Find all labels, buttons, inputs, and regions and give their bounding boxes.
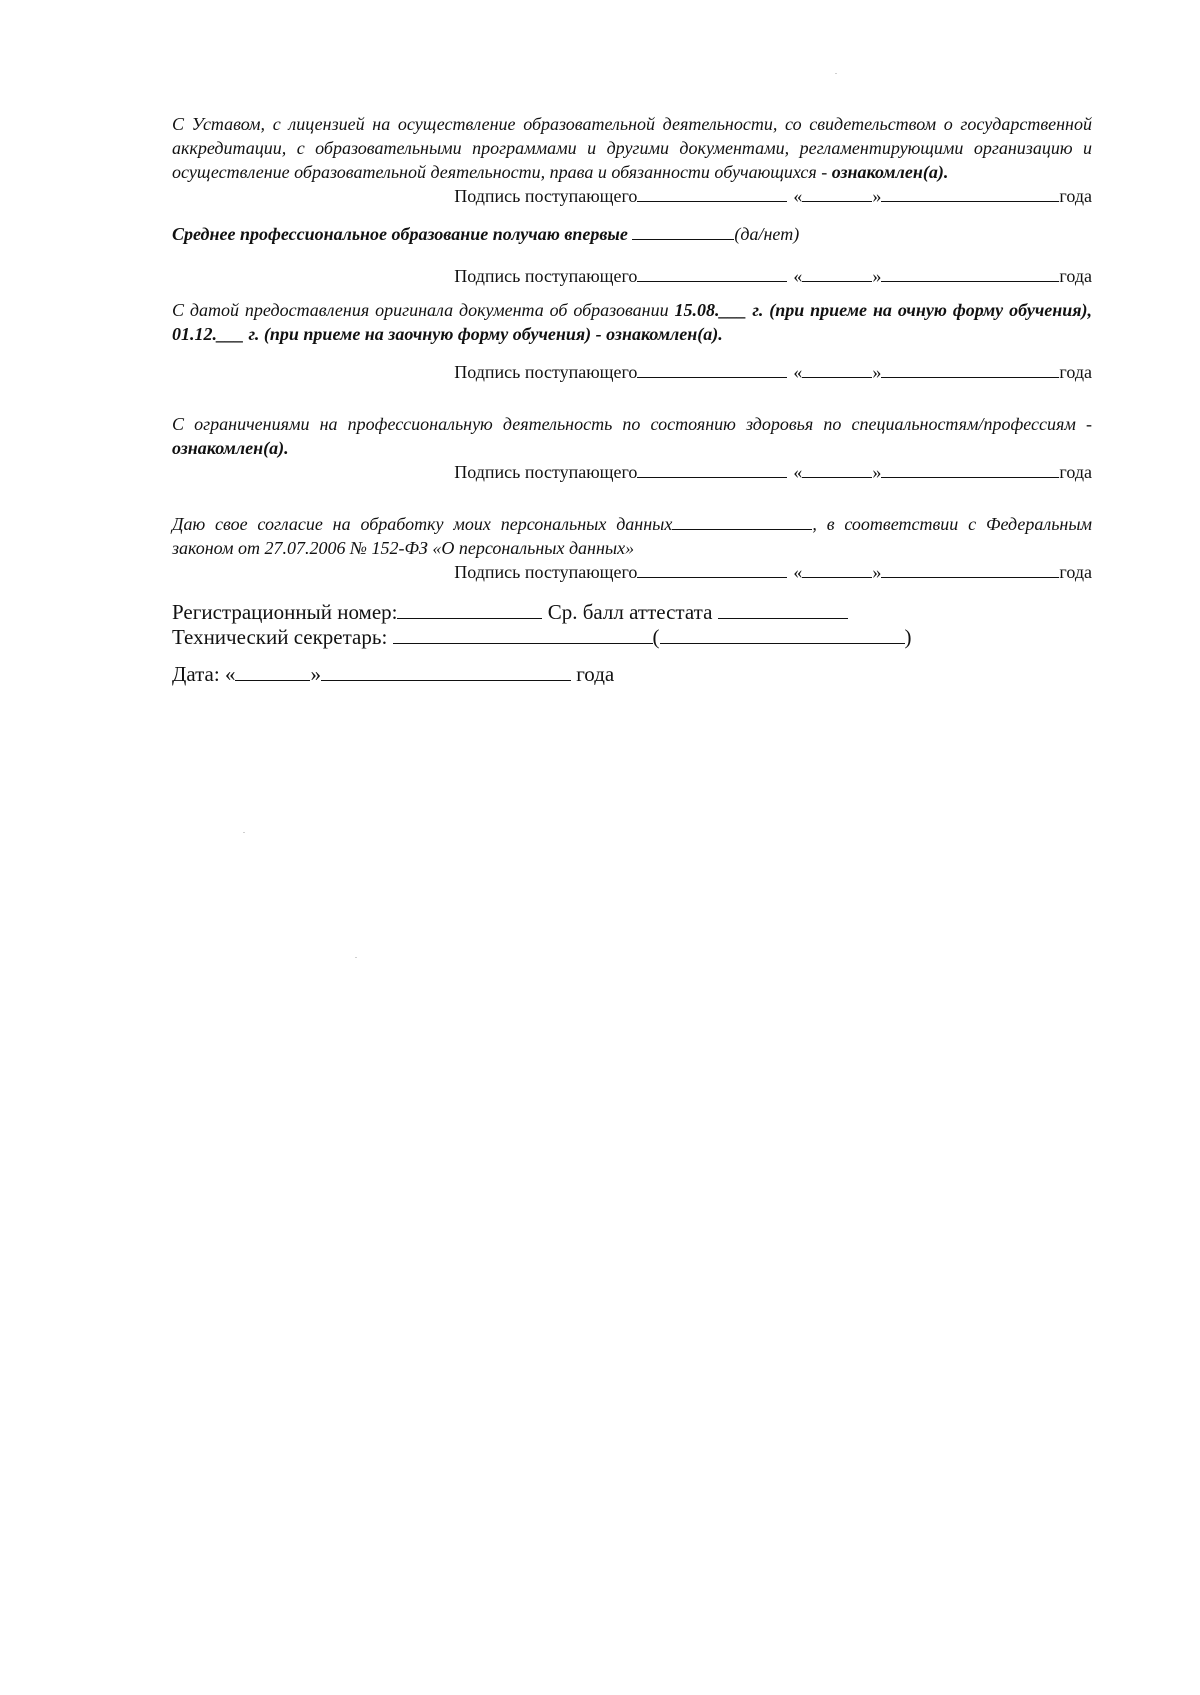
signature-label: Подпись поступающего [454,462,638,482]
restrictions-acknowledged: ознакомлен(а). [172,438,289,458]
close-quote: » [872,562,882,582]
health-restrictions-statement [172,412,1092,460]
application-form-page [172,112,1092,687]
open-paren: ( [652,625,660,649]
close-quote: » [872,362,882,382]
year-word: года [1059,562,1092,582]
open-quote: « [793,462,803,482]
year-word: года [1059,362,1092,382]
consent-text-end: , в соответствии с Федеральным законом от 27.07.2006 № 152-ФЗ «О персональных данных» [172,514,1092,558]
first-education-statement [172,222,1092,246]
open-quote: « [793,362,803,382]
scan-speck [835,73,837,74]
tech-secretary-row [172,625,1092,650]
year-word: года [1059,266,1092,286]
restrictions-text: С ограничениями на профессиональную деятельность по состоянию здоровья по специальностям/профессиям - [172,414,1092,434]
first-education-hint: (да/нет) [734,224,800,244]
reg-number-label: Регистрационный номер: [172,600,398,624]
close-quote: » [872,186,882,206]
tech-secretary-label: Технический секретарь: [172,625,388,649]
date-label: Дата: « [172,662,236,686]
signature-field[interactable] [637,187,787,202]
close-quote: » [872,266,882,286]
date-year-word: года [576,662,615,686]
first-education-text: Среднее профессиональное образование получаю впервые [172,224,628,244]
open-quote: « [793,266,803,286]
date-month-field[interactable] [321,663,571,681]
month-field[interactable] [881,563,1059,578]
charter-acknowledged: ознакомлен(а). [831,162,949,182]
signature-field[interactable] [637,563,787,578]
date-row [172,662,1092,687]
signature-row-2 [172,264,1092,288]
consent-text-start: Даю свое согласие на обработку моих персональных данных [172,514,673,534]
registration-row [172,600,1092,625]
signature-field[interactable] [637,363,787,378]
date-day-field[interactable] [235,663,310,681]
signature-row-3 [172,360,1092,384]
signature-label: Подпись поступающего [454,562,638,582]
month-field[interactable] [881,187,1059,202]
scan-speck [355,957,357,958]
signature-row-4 [172,460,1092,484]
charter-acknowledgement [172,112,1092,184]
month-field[interactable] [881,463,1059,478]
signature-row-5 [172,560,1092,584]
reg-number-field[interactable] [397,601,542,619]
first-education-answer-field[interactable] [632,225,734,240]
signature-row-1 [172,184,1092,208]
open-quote: « [793,562,803,582]
original-document-statement [172,298,1092,346]
tech-secretary-signature-field[interactable] [393,626,653,644]
date-close-quote: » [310,662,321,686]
personal-data-consent [172,512,1092,560]
year-word: года [1059,462,1092,482]
month-field[interactable] [881,363,1059,378]
original-date-text: С датой предоставления оригинала документа об образовании [172,300,669,320]
signature-label: Подпись поступающего [454,266,638,286]
avg-score-label: Ср. балл аттестата [547,600,713,624]
day-field[interactable] [802,363,872,378]
signature-label: Подпись поступающего [454,186,638,206]
year-word: года [1059,186,1092,206]
signature-label: Подпись поступающего [454,362,638,382]
scan-speck [243,832,245,833]
charter-text: С Уставом, с лицензией на осуществление образовательной деятельности, со свидетельством о государственной аккредитации, с образовательными программами и другими документами, регламентирующими организацию и осуществление образовательной деятельности, права и обязанности обучающихся - [172,114,1092,182]
signature-field[interactable] [637,463,787,478]
month-field[interactable] [881,267,1059,282]
close-paren: ) [904,625,912,649]
original-date-terms: 15.08.___ г. (при приеме на очную форму обучения), 01.12.___ г. (при приеме на заочную форму обучения) - ознакомлен(а). [172,300,1093,344]
day-field[interactable] [802,563,872,578]
day-field[interactable] [802,463,872,478]
day-field[interactable] [802,267,872,282]
open-quote: « [793,186,803,206]
tech-secretary-name-field[interactable] [660,626,905,644]
day-field[interactable] [802,187,872,202]
consent-signature-field[interactable] [672,515,812,530]
avg-score-field[interactable] [718,601,848,619]
close-quote: » [872,462,882,482]
signature-field[interactable] [637,267,787,282]
